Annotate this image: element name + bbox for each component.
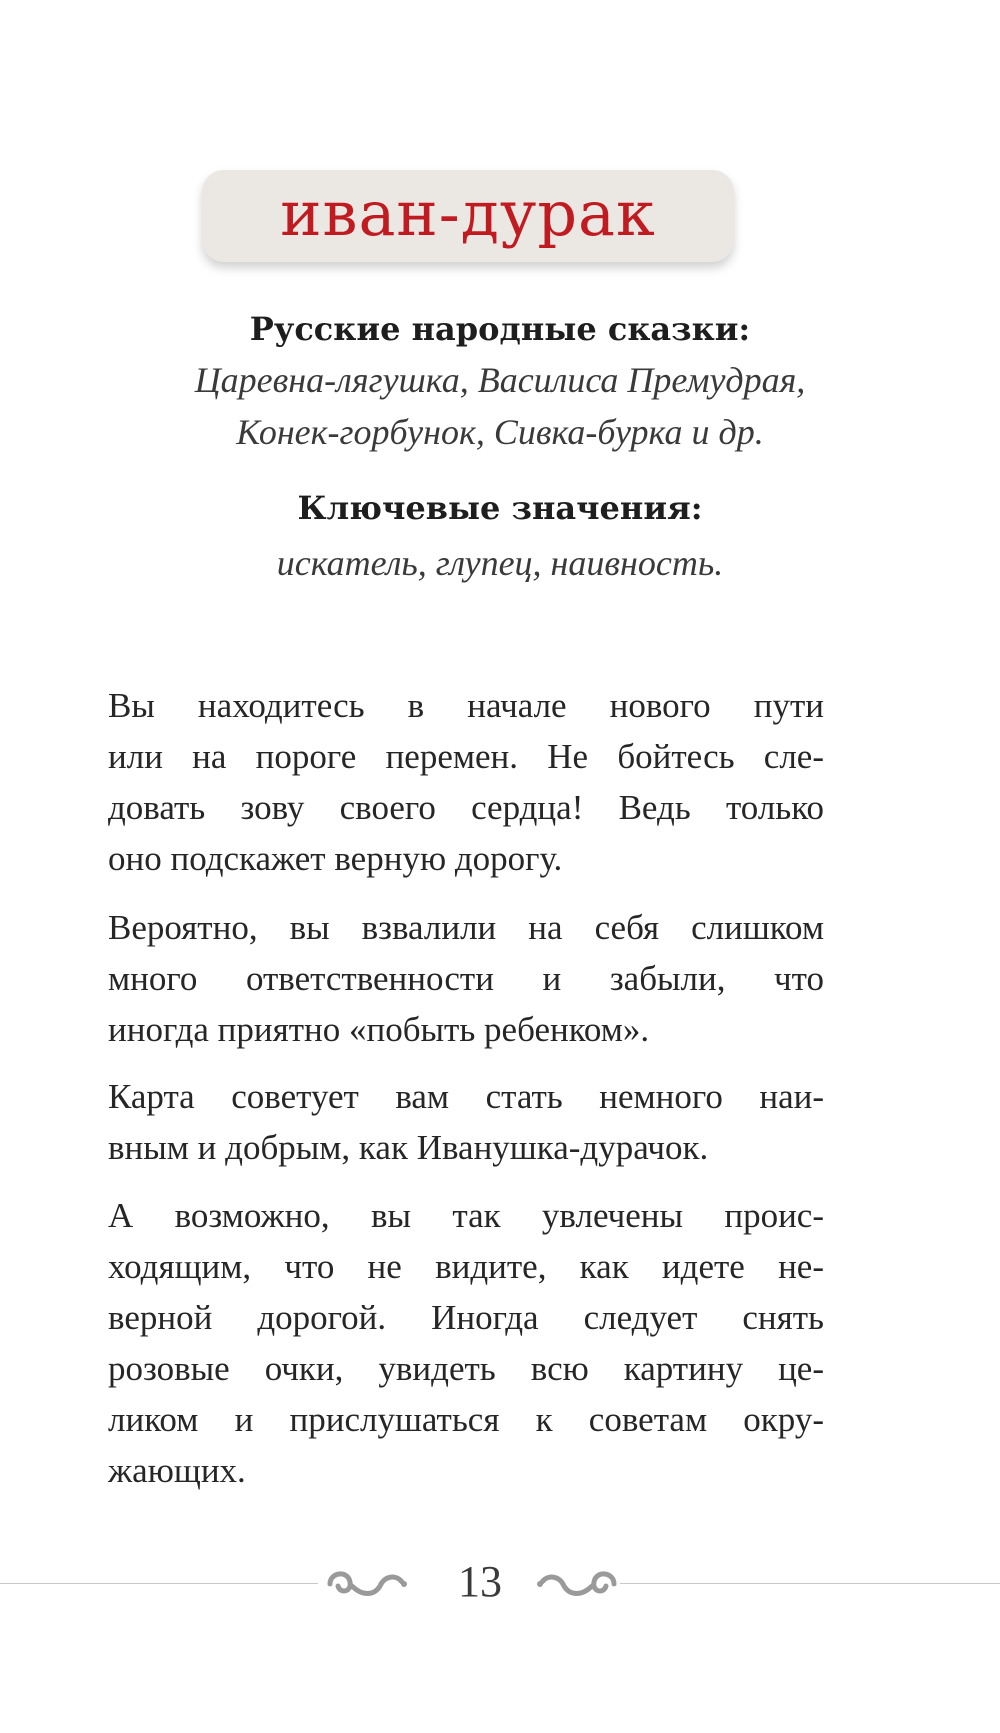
title-plate [202, 170, 734, 262]
text-line: или на пороге перемен. Не бойтесь сле- [108, 737, 824, 776]
key-meanings-heading: Ключевые значения: [297, 489, 703, 527]
page-number: 13 [458, 1557, 502, 1606]
swirl-ornament-icon [532, 1562, 622, 1606]
page-title: иван-дурак [280, 177, 656, 250]
text-line: вным и добрым, как Иванушка-дурачок. [108, 1128, 709, 1167]
swirl-ornament-icon [322, 1562, 412, 1606]
body-paragraph [108, 1190, 824, 1496]
tales-heading: Русские народные сказки: [249, 310, 751, 348]
text-line: оно подскажет верную дорогу. [108, 839, 563, 878]
tales-list-line: Конек-горбунок, Сивка-бурка и др. [236, 412, 764, 452]
text-line: розовые очки, увидеть всю картину це- [108, 1349, 824, 1388]
text-line: ликом и прислушаться к советам окру- [108, 1400, 824, 1439]
text-line: иногда приятно «побыть ребенком». [108, 1010, 650, 1049]
key-meanings-list: искатель, глупец, наивность. [276, 543, 724, 583]
text-line: много ответственности и забыли, что [108, 959, 824, 998]
text-line: Вы находитесь в начале нового пути [108, 686, 824, 725]
text-line: А возможно, вы так увлечены проис- [108, 1196, 824, 1235]
text-line: Вероятно, вы взвалили на себя слишком [108, 908, 824, 947]
body-paragraph [108, 680, 824, 884]
text-line: ходящим, что не видите, как идете не- [108, 1247, 824, 1286]
text-line: довать зову своего сердца! Ведь только [108, 788, 824, 827]
text-line: верной дорогой. Иногда следует снять [108, 1298, 824, 1337]
body-paragraph [108, 902, 824, 1055]
text-line: жающих. [108, 1451, 246, 1490]
tales-list-line: Царевна-лягушка, Василиса Премудрая, [194, 360, 806, 400]
footer-rule [0, 1583, 318, 1584]
text-line: Карта советует вам стать немного наи- [108, 1077, 824, 1116]
footer-rule [620, 1583, 1000, 1584]
body-paragraph [108, 1071, 824, 1173]
